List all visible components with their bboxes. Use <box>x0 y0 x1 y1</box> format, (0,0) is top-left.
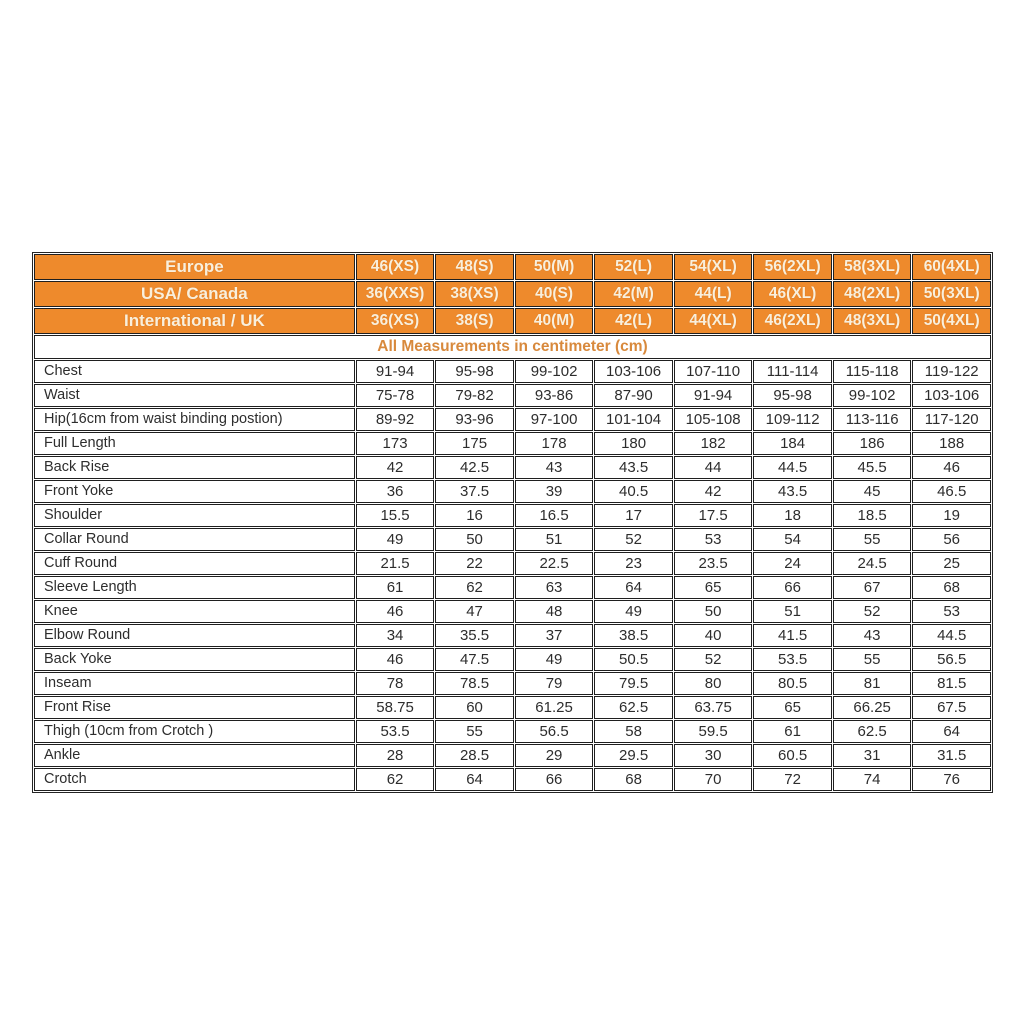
measurement-value: 111-114 <box>753 360 832 383</box>
measurement-label: Sleeve Length <box>34 576 355 599</box>
size-cell: 58(3XL) <box>833 254 912 280</box>
measurement-value: 58.75 <box>356 696 435 719</box>
measurement-value: 46.5 <box>912 480 991 503</box>
measurement-value: 180 <box>594 432 673 455</box>
measurement-value: 52 <box>594 528 673 551</box>
measurement-row <box>34 408 991 431</box>
measurement-row <box>34 648 991 671</box>
measurement-value: 109-112 <box>753 408 832 431</box>
measurement-value: 31 <box>833 744 912 767</box>
measurement-value: 91-94 <box>356 360 435 383</box>
measurement-value: 79-82 <box>435 384 514 407</box>
measurement-value: 64 <box>435 768 514 791</box>
measurement-value: 45 <box>833 480 912 503</box>
size-system-row <box>34 254 991 280</box>
measurement-value: 59.5 <box>674 720 753 743</box>
measurement-row <box>34 360 991 383</box>
measurement-value: 79 <box>515 672 594 695</box>
size-cell: 48(2XL) <box>833 281 912 307</box>
size-cell: 50(M) <box>515 254 594 280</box>
measurement-value: 103-106 <box>594 360 673 383</box>
measurement-value: 68 <box>594 768 673 791</box>
measurement-value: 79.5 <box>594 672 673 695</box>
measurement-row <box>34 576 991 599</box>
measurement-value: 72 <box>753 768 832 791</box>
size-cell: 38(XS) <box>435 281 514 307</box>
measurement-value: 44.5 <box>753 456 832 479</box>
measurement-value: 76 <box>912 768 991 791</box>
measurement-value: 53 <box>674 528 753 551</box>
measurement-value: 24 <box>753 552 832 575</box>
measurement-value: 119-122 <box>912 360 991 383</box>
measurement-value: 44.5 <box>912 624 991 647</box>
measurement-row <box>34 480 991 503</box>
measurement-label: Full Length <box>34 432 355 455</box>
size-cell: 56(2XL) <box>753 254 832 280</box>
size-cell: 40(M) <box>515 308 594 334</box>
measurement-value: 55 <box>435 720 514 743</box>
measurement-value: 54 <box>753 528 832 551</box>
measurement-value: 38.5 <box>594 624 673 647</box>
measurement-value: 113-116 <box>833 408 912 431</box>
measurement-row <box>34 504 991 527</box>
measurement-value: 117-120 <box>912 408 991 431</box>
measurement-value: 67 <box>833 576 912 599</box>
measurement-value: 68 <box>912 576 991 599</box>
measurement-value: 65 <box>674 576 753 599</box>
unit-note-row <box>34 335 991 359</box>
measurement-value: 66 <box>515 768 594 791</box>
measurement-value: 61.25 <box>515 696 594 719</box>
unit-note: All Measurements in centimeter (cm) <box>34 335 991 359</box>
measurement-value: 184 <box>753 432 832 455</box>
measurement-value: 93-96 <box>435 408 514 431</box>
measurement-label: Back Yoke <box>34 648 355 671</box>
measurement-value: 37.5 <box>435 480 514 503</box>
measurement-value: 21.5 <box>356 552 435 575</box>
measurement-label: Front Rise <box>34 696 355 719</box>
measurement-value: 22 <box>435 552 514 575</box>
measurement-value: 23 <box>594 552 673 575</box>
measurement-value: 19 <box>912 504 991 527</box>
measurement-row <box>34 672 991 695</box>
size-cell: 38(S) <box>435 308 514 334</box>
measurement-label: Crotch <box>34 768 355 791</box>
measurement-value: 61 <box>356 576 435 599</box>
measurement-value: 52 <box>833 600 912 623</box>
measurement-row <box>34 528 991 551</box>
measurement-value: 56.5 <box>912 648 991 671</box>
size-system-label: International / UK <box>34 308 355 334</box>
measurement-value: 53.5 <box>356 720 435 743</box>
measurement-row <box>34 600 991 623</box>
measurement-value: 56 <box>912 528 991 551</box>
measurement-value: 22.5 <box>515 552 594 575</box>
size-cell: 60(4XL) <box>912 254 991 280</box>
measurement-row <box>34 768 991 791</box>
measurement-value: 55 <box>833 528 912 551</box>
measurement-value: 186 <box>833 432 912 455</box>
measurement-value: 55 <box>833 648 912 671</box>
measurement-value: 62.5 <box>833 720 912 743</box>
size-cell: 48(S) <box>435 254 514 280</box>
measurement-value: 188 <box>912 432 991 455</box>
measurement-value: 62 <box>435 576 514 599</box>
measurement-value: 53.5 <box>753 648 832 671</box>
measurement-value: 115-118 <box>833 360 912 383</box>
measurement-value: 51 <box>515 528 594 551</box>
measurement-label: Back Rise <box>34 456 355 479</box>
measurement-value: 173 <box>356 432 435 455</box>
measurement-label: Cuff Round <box>34 552 355 575</box>
measurement-value: 91-94 <box>674 384 753 407</box>
measurement-value: 50 <box>435 528 514 551</box>
measurement-value: 62.5 <box>594 696 673 719</box>
measurement-value: 81 <box>833 672 912 695</box>
measurement-value: 23.5 <box>674 552 753 575</box>
size-system-label: Europe <box>34 254 355 280</box>
size-system-row <box>34 281 991 307</box>
measurement-value: 80.5 <box>753 672 832 695</box>
measurement-value: 35.5 <box>435 624 514 647</box>
measurement-value: 16.5 <box>515 504 594 527</box>
size-cell: 44(XL) <box>674 308 753 334</box>
measurement-value: 62 <box>356 768 435 791</box>
measurement-value: 30 <box>674 744 753 767</box>
measurement-value: 44 <box>674 456 753 479</box>
measurement-value: 46 <box>912 456 991 479</box>
measurement-value: 52 <box>674 648 753 671</box>
measurement-row <box>34 552 991 575</box>
size-system-row <box>34 308 991 334</box>
size-chart-table <box>32 252 993 793</box>
measurement-label: Chest <box>34 360 355 383</box>
measurement-value: 175 <box>435 432 514 455</box>
measurement-value: 75-78 <box>356 384 435 407</box>
measurement-value: 67.5 <box>912 696 991 719</box>
measurement-value: 34 <box>356 624 435 647</box>
measurement-value: 103-106 <box>912 384 991 407</box>
measurement-value: 45.5 <box>833 456 912 479</box>
measurement-value: 53 <box>912 600 991 623</box>
size-cell: 50(4XL) <box>912 308 991 334</box>
measurement-value: 61 <box>753 720 832 743</box>
measurement-row <box>34 432 991 455</box>
measurement-value: 80 <box>674 672 753 695</box>
measurement-value: 37 <box>515 624 594 647</box>
measurement-value: 29.5 <box>594 744 673 767</box>
measurement-value: 47.5 <box>435 648 514 671</box>
measurement-value: 42.5 <box>435 456 514 479</box>
measurement-value: 39 <box>515 480 594 503</box>
measurement-value: 29 <box>515 744 594 767</box>
size-cell: 40(S) <box>515 281 594 307</box>
measurement-value: 43.5 <box>753 480 832 503</box>
measurement-value: 47 <box>435 600 514 623</box>
measurement-label: Collar Round <box>34 528 355 551</box>
measurement-value: 78.5 <box>435 672 514 695</box>
measurement-label: Knee <box>34 600 355 623</box>
measurement-value: 18.5 <box>833 504 912 527</box>
size-cell: 48(3XL) <box>833 308 912 334</box>
size-cell: 36(XXS) <box>356 281 435 307</box>
measurement-row <box>34 384 991 407</box>
size-cell: 44(L) <box>674 281 753 307</box>
measurement-value: 41.5 <box>753 624 832 647</box>
measurement-value: 18 <box>753 504 832 527</box>
measurement-value: 74 <box>833 768 912 791</box>
measurement-value: 97-100 <box>515 408 594 431</box>
measurement-value: 99-102 <box>515 360 594 383</box>
measurement-value: 58 <box>594 720 673 743</box>
measurement-value: 28 <box>356 744 435 767</box>
size-cell: 42(L) <box>594 308 673 334</box>
size-cell: 52(L) <box>594 254 673 280</box>
size-cell: 46(XS) <box>356 254 435 280</box>
measurement-value: 43 <box>833 624 912 647</box>
measurement-label: Front Yoke <box>34 480 355 503</box>
measurement-value: 60.5 <box>753 744 832 767</box>
measurement-value: 49 <box>515 648 594 671</box>
measurement-value: 17 <box>594 504 673 527</box>
measurement-value: 31.5 <box>912 744 991 767</box>
measurement-value: 105-108 <box>674 408 753 431</box>
measurement-value: 43.5 <box>594 456 673 479</box>
measurement-value: 56.5 <box>515 720 594 743</box>
measurement-value: 64 <box>912 720 991 743</box>
measurement-value: 99-102 <box>833 384 912 407</box>
measurement-value: 87-90 <box>594 384 673 407</box>
measurement-value: 101-104 <box>594 408 673 431</box>
measurement-value: 42 <box>356 456 435 479</box>
measurement-value: 50.5 <box>594 648 673 671</box>
measurement-value: 63.75 <box>674 696 753 719</box>
size-cell: 46(XL) <box>753 281 832 307</box>
measurement-label: Hip(16cm from waist binding postion) <box>34 408 355 431</box>
measurement-value: 50 <box>674 600 753 623</box>
size-cell: 50(3XL) <box>912 281 991 307</box>
size-cell: 54(XL) <box>674 254 753 280</box>
measurement-value: 178 <box>515 432 594 455</box>
measurement-value: 46 <box>356 600 435 623</box>
measurement-value: 95-98 <box>435 360 514 383</box>
measurement-value: 93-86 <box>515 384 594 407</box>
measurement-value: 70 <box>674 768 753 791</box>
measurement-value: 66 <box>753 576 832 599</box>
size-cell: 46(2XL) <box>753 308 832 334</box>
measurement-value: 49 <box>594 600 673 623</box>
measurement-label: Ankle <box>34 744 355 767</box>
measurement-label: Thigh (10cm from Crotch ) <box>34 720 355 743</box>
measurement-row <box>34 744 991 767</box>
measurement-value: 95-98 <box>753 384 832 407</box>
measurement-value: 42 <box>674 480 753 503</box>
measurement-label: Elbow Round <box>34 624 355 647</box>
measurement-label: Inseam <box>34 672 355 695</box>
measurement-value: 16 <box>435 504 514 527</box>
measurement-value: 64 <box>594 576 673 599</box>
measurement-value: 40 <box>674 624 753 647</box>
measurement-row <box>34 624 991 647</box>
measurement-value: 60 <box>435 696 514 719</box>
measurement-value: 107-110 <box>674 360 753 383</box>
measurement-value: 78 <box>356 672 435 695</box>
measurement-value: 40.5 <box>594 480 673 503</box>
measurement-value: 66.25 <box>833 696 912 719</box>
measurement-row <box>34 696 991 719</box>
measurement-value: 81.5 <box>912 672 991 695</box>
measurement-value: 15.5 <box>356 504 435 527</box>
measurement-value: 65 <box>753 696 832 719</box>
measurement-value: 51 <box>753 600 832 623</box>
size-system-label: USA/ Canada <box>34 281 355 307</box>
size-cell: 36(XS) <box>356 308 435 334</box>
measurement-value: 36 <box>356 480 435 503</box>
measurement-row <box>34 456 991 479</box>
measurement-value: 46 <box>356 648 435 671</box>
measurement-value: 43 <box>515 456 594 479</box>
measurement-value: 28.5 <box>435 744 514 767</box>
measurement-label: Shoulder <box>34 504 355 527</box>
measurement-value: 17.5 <box>674 504 753 527</box>
measurement-value: 89-92 <box>356 408 435 431</box>
measurement-row <box>34 720 991 743</box>
measurement-value: 63 <box>515 576 594 599</box>
measurement-label: Waist <box>34 384 355 407</box>
measurement-value: 182 <box>674 432 753 455</box>
size-cell: 42(M) <box>594 281 673 307</box>
measurement-value: 49 <box>356 528 435 551</box>
measurement-value: 24.5 <box>833 552 912 575</box>
measurement-value: 48 <box>515 600 594 623</box>
measurement-value: 25 <box>912 552 991 575</box>
